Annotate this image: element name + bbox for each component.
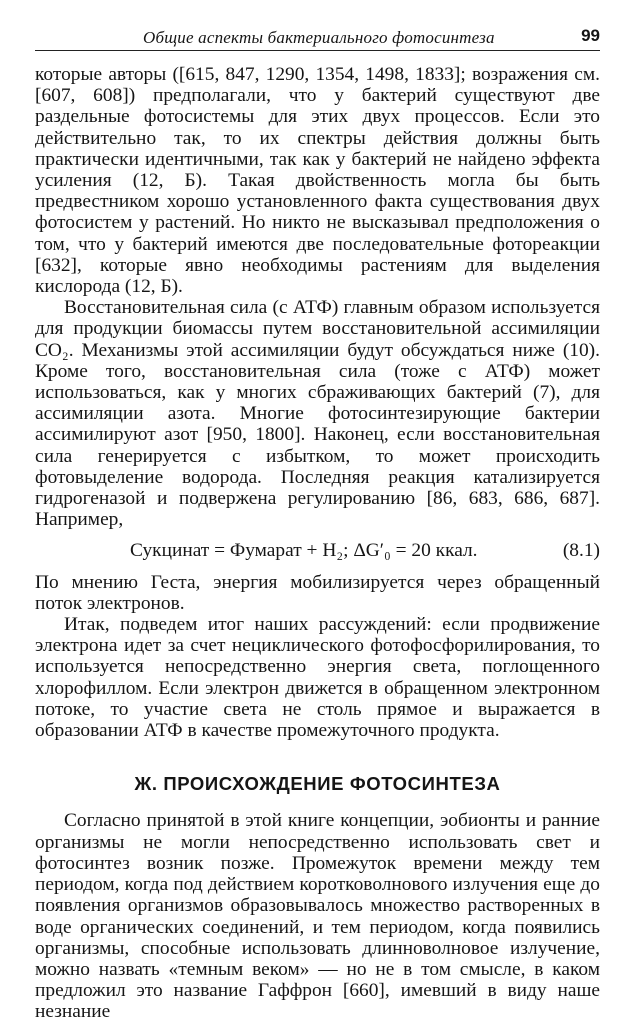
running-head-title: Общие аспекты бактериального фотосинтеза — [143, 28, 495, 47]
paragraph-4: Итак, подведем итог наших рассуждений: если продвижение электрона идет за счет нециклического фотофосфорилирования, то используется непосредственно энергия света, поглощенного хлорофиллом. Если электрон движется в обращенном электронном потоке, то участие света не столь прямое и выражается в образовании АТФ в качестве промежуточного продукта. — [35, 614, 600, 742]
page-number: 99 — [581, 26, 600, 45]
section-heading: Ж. ПРОИСХОЖДЕНИЕ ФОТОСИНТЕЗА — [134, 773, 501, 795]
paragraph-1: которые авторы ([615, 847, 1290, 1354, 1498, 1833]; возражения см. [607, 608]) предполагали, что у бактерий существуют две раздельные фотосистемы для этих двух процессов. Если это действительно так, то их спектры действия должны быть практически идентичными, так как у бактерий не найдено эффекта усиления (12, Б). Такая двойственность могла бы быть предвестником хорошо установленного факта существования двух фотосистем у растений. Но никто не высказывал предположения о том, что у бактерий имеются две последовательные фотореакции [632], которые явно необходимы растениям для выделения кислорода (12, Б). — [35, 64, 600, 298]
equation-number: (8.1) — [562, 540, 600, 562]
paragraph-3: По мнению Геста, энергия мобилизируется через обращенный поток электронов. — [35, 571, 600, 614]
equation-body: Сукцинат = Фумарат + H₂; ΔG′₀ = 20 ккал. — [130, 540, 478, 562]
equation-8-1 — [35, 540, 600, 561]
paragraph-5: Согласно принятой в этой книге концепции, эобионты и ранние организмы не могли непосредственно использовать свет и фотосинтез возник позже. Промежуток времени между тем периодом, когда под действием коротковолнового излучения еще до появления организмов образовывалось множество растворенных в воде органических соединений, и тем периодом, когда появились организмы, способные использовать длинноволновое излучение, можно назвать «темным веком» — но не в том смысле, в каком предложил это название Гаффрон [660], имевший в виду наше незнание — [35, 810, 600, 1023]
body-text — [35, 64, 600, 1023]
running-head — [35, 22, 600, 51]
paragraph-2: Восстановительная сила (с АТФ) главным образом используется для продукции биомассы путем восстановительной ассимиляции CO₂. Механизмы этой ассимиляции будут обсуждаться ниже (10). Кроме того, восстановительная сила (тоже с АТФ) может использоваться, как у многих сбраживающих бактерий (7), для ассимиляции азота. Многие фотосинтезирующие бактерии ассимилируют азот [950, 1800]. Наконец, если восстановительная сила генерируется с избытком, то может происходить фотовыделение водорода. Последняя реакция катализируется гидрогеназой и подвержена регулированию [86, 683, 686, 687]. Например, — [35, 297, 600, 531]
